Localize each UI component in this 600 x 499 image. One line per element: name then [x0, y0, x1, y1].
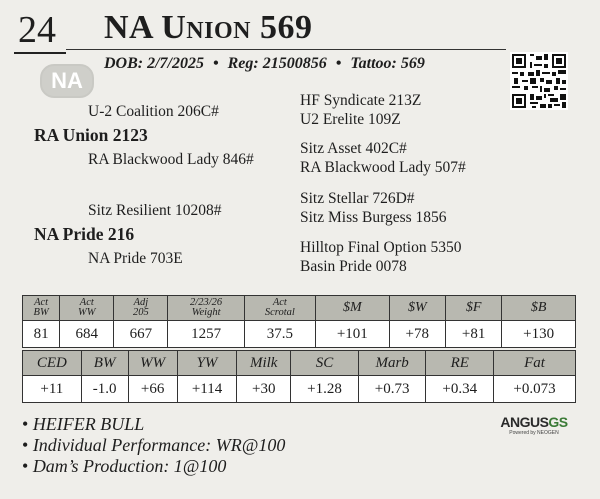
sire-dam: RA Blackwood Lady 846# [88, 151, 254, 168]
header-marb: Marb [358, 351, 426, 376]
title-rule [66, 49, 506, 50]
animal-info-line [104, 54, 425, 74]
angus-logo-accent: GS [548, 414, 568, 430]
lot-underline [14, 52, 66, 54]
ancestor-4: RA Blackwood Lady 507# [300, 159, 466, 176]
sire: RA Union 2123 [34, 125, 148, 145]
value-yw: +114 [177, 376, 236, 403]
header-adj-205: Adj 205 [114, 296, 168, 321]
header-milk: Milk [237, 351, 291, 376]
separator-dot: • [335, 55, 342, 72]
header-sc: SC [291, 351, 359, 376]
notes-list [22, 414, 285, 477]
value-dollar-b: +130 [502, 321, 576, 348]
header-act-scrotal: Act Scrotal [244, 296, 315, 321]
header-fat: Fat [494, 351, 576, 376]
header-dollar-f: $F [445, 296, 501, 321]
ancestor-8: Basin Pride 0078 [300, 258, 407, 275]
header-act-bw: Act BW [23, 296, 60, 321]
value-adj-205: 667 [114, 321, 168, 348]
epd-value-row [23, 376, 576, 403]
tattoo: Tattoo: 569 [350, 55, 425, 72]
ancestor-7: Hilltop Final Option 5350 [300, 239, 462, 256]
dam-dam: NA Pride 703E [88, 250, 183, 267]
note-item: • Individual Performance: WR@100 [22, 435, 285, 456]
angus-logo-tagline: Powered by NEOGEN [509, 430, 559, 436]
header-act-ww: Act WW [60, 296, 114, 321]
value-re: +0.34 [426, 376, 494, 403]
dam: NA Pride 216 [34, 224, 135, 244]
ancestor-6: Sitz Miss Burgess 1856 [300, 209, 447, 226]
separator-dot: • [213, 55, 219, 72]
ancestor-3: Sitz Asset 402C# [300, 140, 407, 157]
value-ced: +11 [23, 376, 82, 403]
performance-value-row [23, 321, 576, 348]
header-dollar-b: $B [502, 296, 576, 321]
epd-header-row [23, 351, 576, 376]
na-logo: NA [40, 64, 94, 98]
performance-header-row [23, 296, 576, 321]
header-yw: YW [177, 351, 236, 376]
epd-table [22, 350, 576, 403]
value-ww: +66 [128, 376, 177, 403]
header-weight: 2/23/26 Weight [168, 296, 244, 321]
registration: Reg: 21500856 [227, 55, 327, 72]
value-act-bw: 81 [23, 321, 60, 348]
ancestor-5: Sitz Stellar 726D# [300, 190, 415, 207]
qr-code-icon[interactable] [510, 52, 568, 110]
value-dollar-w: +78 [389, 321, 445, 348]
value-sc: +1.28 [291, 376, 359, 403]
header-ced: CED [23, 351, 82, 376]
header-ww: WW [128, 351, 177, 376]
angus-logo-text [500, 414, 568, 430]
value-dollar-m: +101 [315, 321, 389, 348]
lot-number: 24 [18, 9, 56, 51]
angus-gs-logo [500, 414, 568, 436]
sire-sire: U-2 Coalition 206C# [88, 103, 219, 120]
header-re: RE [426, 351, 494, 376]
header-dollar-m: $M [315, 296, 389, 321]
header-dollar-w: $W [389, 296, 445, 321]
value-act-ww: 684 [60, 321, 114, 348]
dob: DOB: 2/7/2025 [104, 55, 204, 72]
note-item: • HEIFER BULL [22, 414, 285, 435]
dam-sire: Sitz Resilient 10208# [88, 202, 222, 219]
ancestor-2: U2 Erelite 109Z [300, 111, 401, 128]
value-act-scrotal: 37.5 [244, 321, 315, 348]
value-dollar-f: +81 [445, 321, 501, 348]
value-fat: +0.073 [494, 376, 576, 403]
header-bw: BW [81, 351, 128, 376]
value-marb: +0.73 [358, 376, 426, 403]
animal-name: NA Union 569 [104, 9, 313, 46]
value-bw: -1.0 [81, 376, 128, 403]
angus-logo-main: ANGUS [500, 414, 549, 430]
value-milk: +30 [237, 376, 291, 403]
performance-table [22, 295, 576, 348]
value-weight: 1257 [168, 321, 244, 348]
note-item: • Dam’s Production: 1@100 [22, 456, 285, 477]
ancestor-1: HF Syndicate 213Z [300, 92, 422, 109]
